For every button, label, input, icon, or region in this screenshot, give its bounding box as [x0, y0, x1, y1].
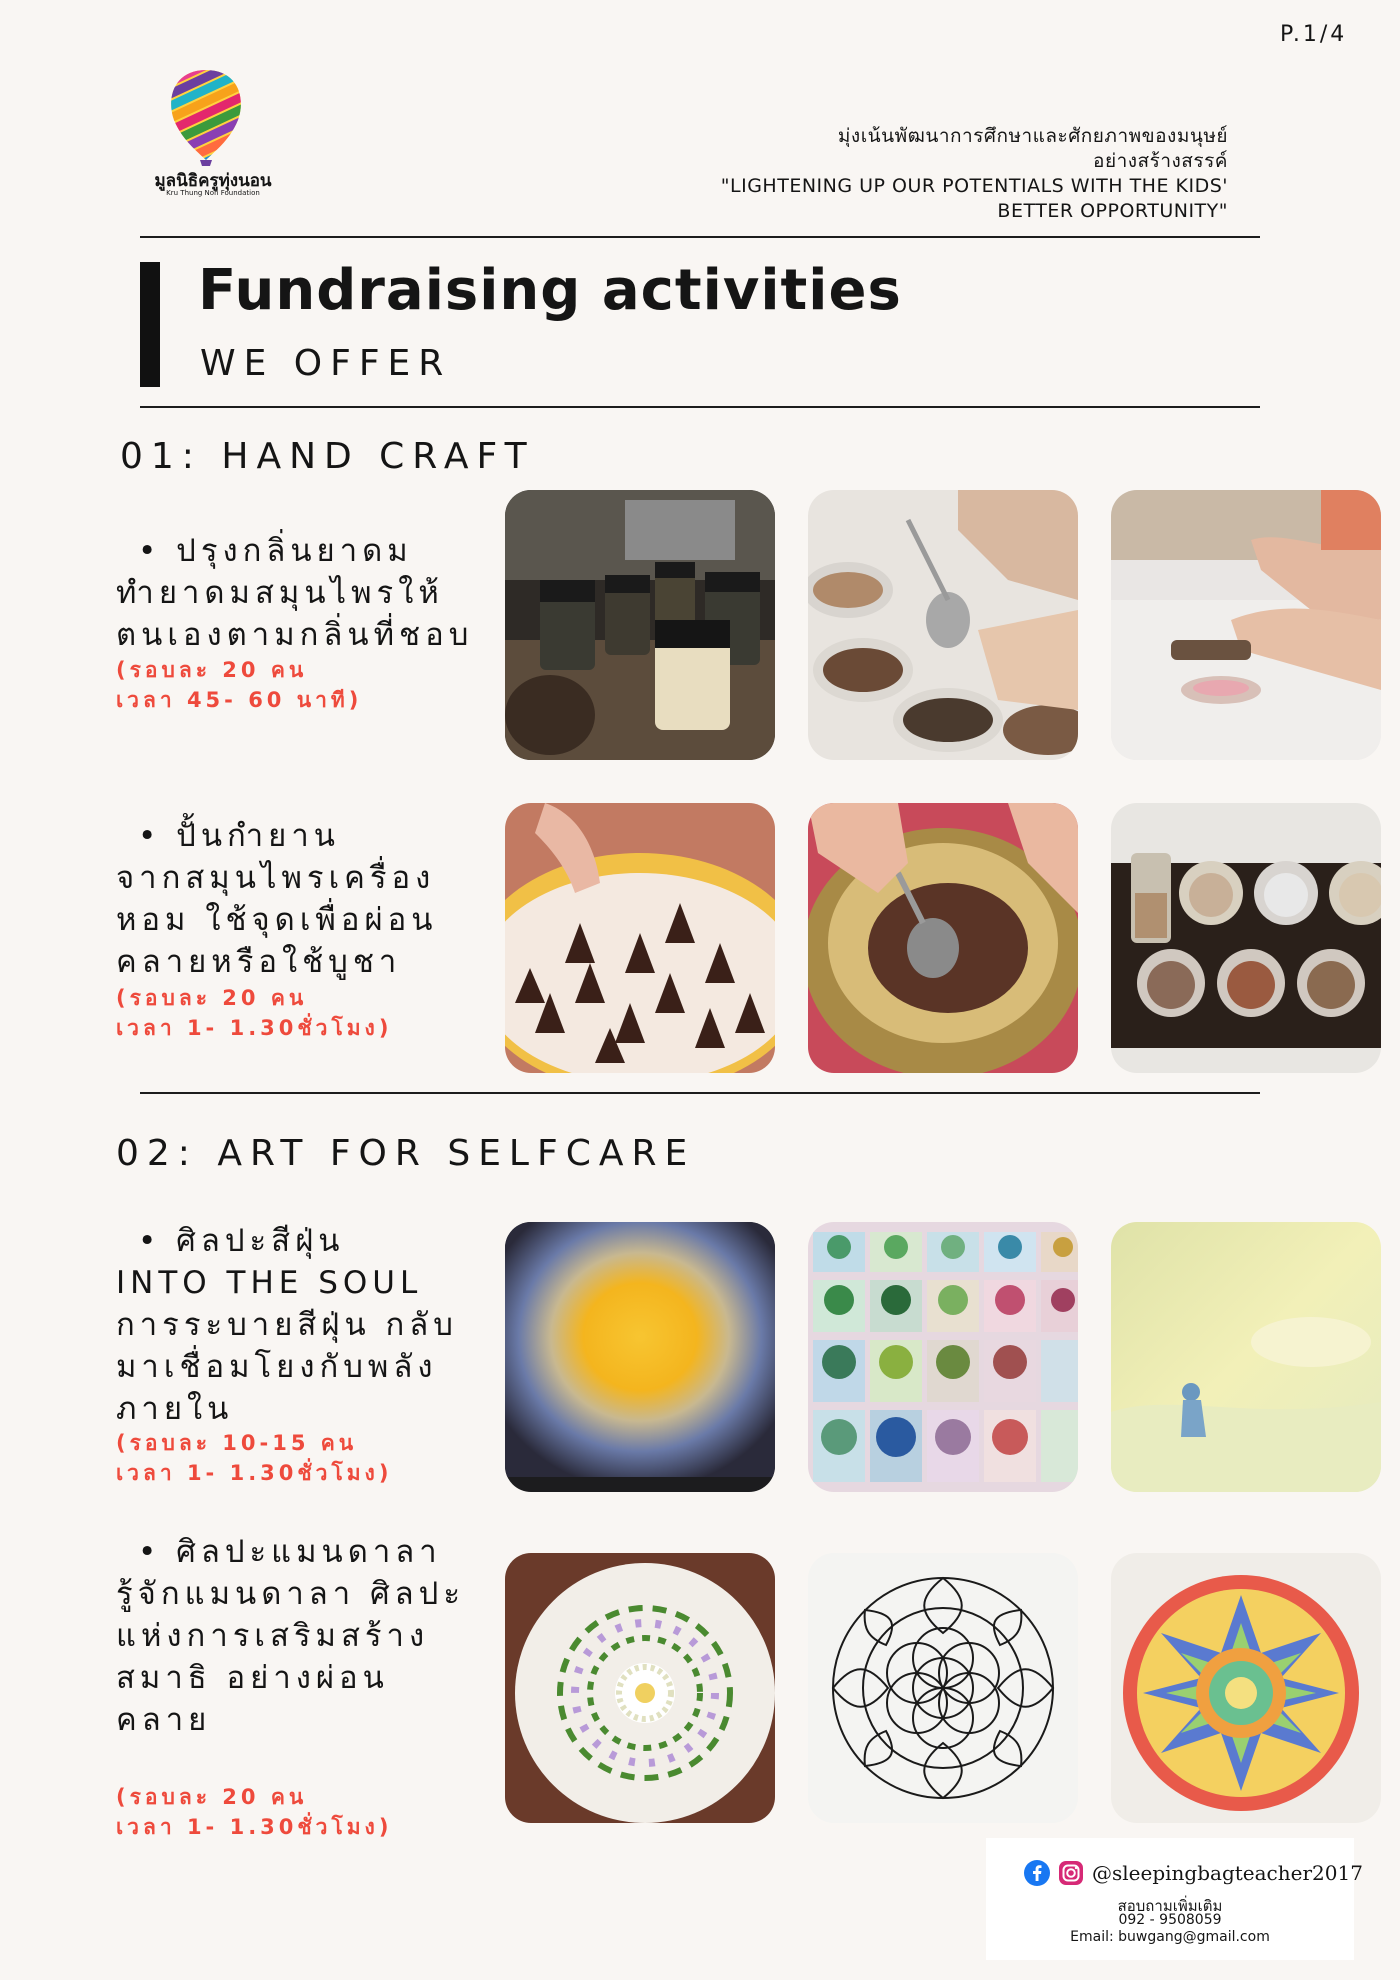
color-mandala-photo: [1111, 1553, 1381, 1823]
workshop-hands-photo: [1111, 490, 1381, 760]
page-subtitle: WE OFFER: [200, 343, 452, 384]
activity-line: แห่งการเสริมสร้าง: [116, 1618, 430, 1654]
instagram-icon[interactable]: [1058, 1860, 1084, 1886]
note-line: เวลา 1- 1.30ชั่วโมง): [116, 1016, 393, 1040]
section-heading-art-for-selfcare: 02: ART FOR SELFCARE: [116, 1133, 696, 1174]
activity-line: รู้จักแมนดาลา ศิลปะ: [116, 1576, 465, 1612]
activity-line: ตนเองตามกลิ่นที่ชอบ: [116, 617, 474, 653]
inhaler-jars-photo: [505, 490, 775, 760]
activity-note: [116, 983, 392, 1043]
social-handle[interactable]: @sleepingbagteacher2017: [1092, 1861, 1363, 1885]
activity-line: สมาธิ อย่างผ่อน: [116, 1660, 389, 1696]
flower-mandala-photo: [505, 1553, 775, 1823]
note-line: (รอบละ 20 คน: [116, 986, 308, 1010]
activity-line: • ปรุงกลิ่นยาดม: [138, 533, 413, 569]
tagline-line: "LIGHTENING UP OUR POTENTIALS WITH THE KIDS': [720, 175, 1228, 197]
tree-cards-photo: [808, 1222, 1078, 1492]
activity-note: [116, 1428, 392, 1488]
activity-line: • ศิลปะสีฝุ่น: [138, 1223, 345, 1259]
tagline-line: อย่างสร้างสรรค์: [1093, 150, 1228, 172]
herb-tray-photo: [1111, 803, 1381, 1073]
logo-name-thai: มูลนิธิครูทุ่งนอน: [154, 171, 272, 191]
section-heading-hand-craft: 01: HAND CRAFT: [120, 436, 535, 477]
page-title: Fundraising activities: [198, 258, 902, 323]
page-number: P.1/4: [1280, 22, 1348, 47]
incense-cones-photo: [505, 803, 775, 1073]
activity-line: • ปั้นกำยาน: [138, 818, 340, 854]
facebook-icon[interactable]: [1024, 1860, 1050, 1886]
activity-line: มาเชื่อมโยงกับพลัง: [116, 1349, 438, 1385]
note-line: (รอบละ 20 คน: [116, 1785, 308, 1809]
activity-line: • ศิลปะแมนดาลา: [138, 1534, 442, 1570]
phone-number: 092 - 9508059: [1118, 1912, 1222, 1928]
activity-description: [116, 1531, 476, 1741]
activity-line: คลายหรือใช้บูชา: [116, 944, 402, 980]
activity-note: [116, 1782, 392, 1842]
tagline-line: BETTER OPPORTUNITY": [997, 200, 1228, 222]
line-mandala-photo: [808, 1553, 1078, 1823]
divider: [140, 406, 1260, 408]
activity-line: ทำยาดมสมุนไพรให้: [116, 575, 444, 611]
mixing-bowl-photo: [808, 803, 1078, 1073]
note-line: เวลา 1- 1.30ชั่วโมง): [116, 1461, 393, 1485]
contact-box: [986, 1838, 1363, 1960]
pastel-figure-photo: [1111, 1222, 1381, 1492]
note-line: เวลา 45- 60 นาที): [116, 688, 363, 712]
pastel-sun-photo: [505, 1222, 775, 1492]
note-line: เวลา 1- 1.30ชั่วโมง): [116, 1815, 393, 1839]
inquire-label: สอบถามเพิ่มเติม: [1117, 1897, 1223, 1915]
email-address: Email: buwgang@gmail.com: [1070, 1929, 1270, 1945]
divider: [140, 1092, 1260, 1094]
logo-name-english: Kru Thung Non Foundation: [166, 189, 260, 197]
activity-description: [116, 530, 476, 656]
herb-spoon-photo: [808, 490, 1078, 760]
activity-line: หอม ใช้จุดเพื่อผ่อน: [116, 902, 438, 938]
note-line: (รอบละ 10-15 คน: [116, 1431, 358, 1455]
tagline-line: มุ่งเน้นพัฒนาการศึกษาและศักยภาพของมนุษย์: [837, 125, 1228, 147]
title-accent-bar: [140, 262, 160, 387]
activity-description: [116, 1220, 476, 1430]
social-row: [1024, 1860, 1363, 1886]
activity-line: คลาย: [116, 1702, 212, 1738]
activity-note: [116, 655, 362, 715]
tagline: [721, 124, 1228, 224]
divider: [140, 236, 1260, 238]
activity-line: การระบายสีฝุ่น กลับ: [116, 1307, 458, 1343]
note-line: (รอบละ 20 คน: [116, 658, 308, 682]
activity-line: จากสมุนไพรเครื่อง: [116, 860, 436, 896]
activity-description: [116, 815, 476, 983]
activity-line: INTO THE SOUL: [116, 1265, 423, 1301]
activity-line: ภายใน: [116, 1391, 234, 1427]
